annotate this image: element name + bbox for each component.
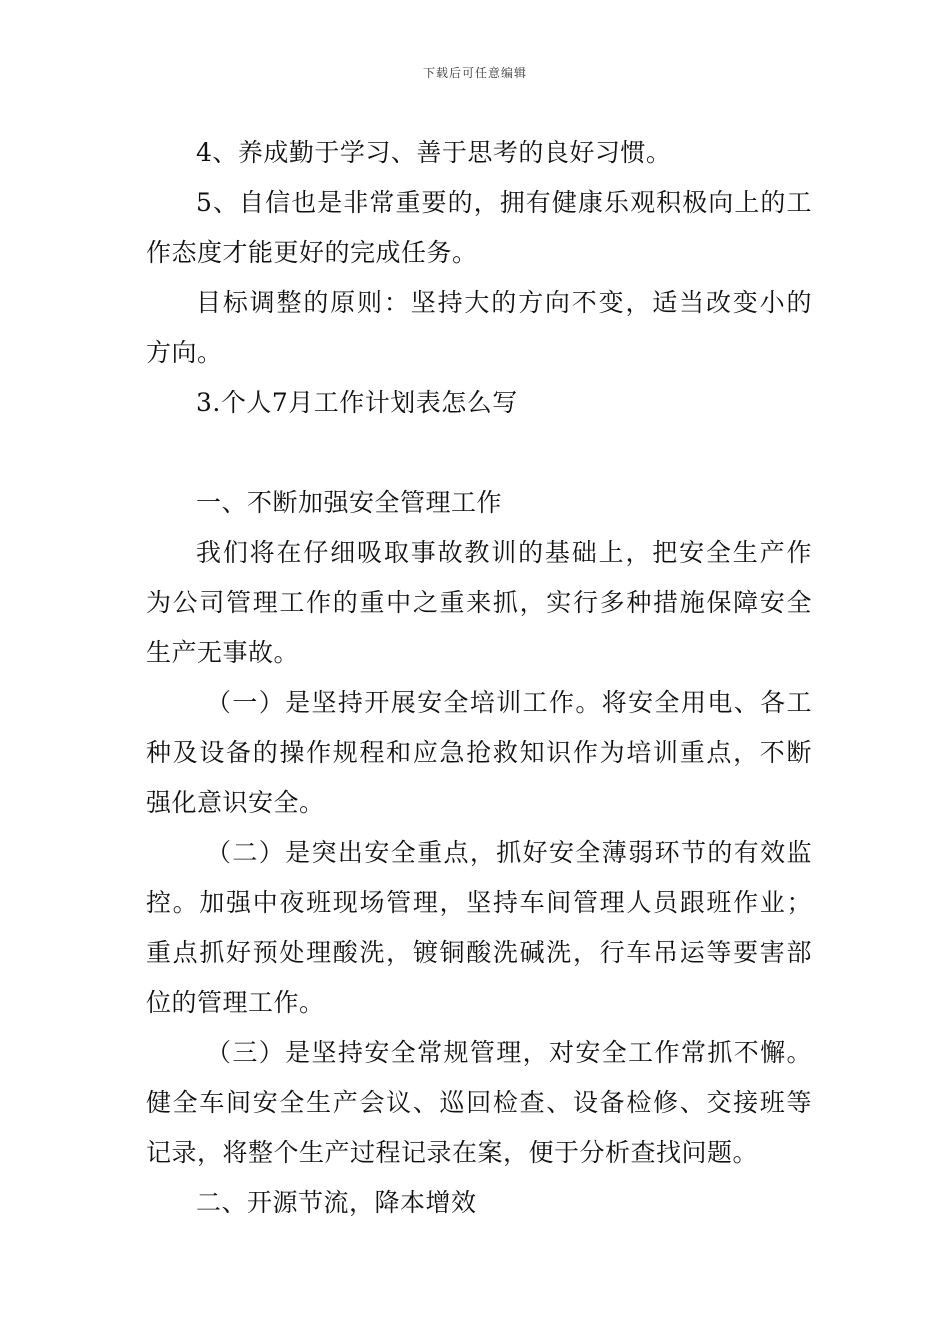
paragraph-line: 4、养成勤于学习、善于思考的良好习惯。 — [196, 138, 672, 167]
paragraph-line: 记录，将整个生产过程记录在案，便于分析查找问题。 — [146, 1138, 759, 1167]
paragraph-line: 强化意识安全。 — [146, 788, 325, 817]
paragraph-line: 5、自信也是非常重要的，拥有健康乐观积极向上的工 — [196, 188, 812, 217]
paragraph-line: （一）是坚持开展安全培训工作。将安全用电、各工 — [206, 688, 812, 717]
paragraph-line: 健全车间安全生产会议、巡回检查、设备检修、交接班等 — [146, 1088, 812, 1117]
paragraph-line: 控。加强中夜班现场管理，坚持车间管理人员跟班作业； — [146, 888, 812, 917]
paragraph-line: 目标调整的原则：坚持大的方向不变，适当改变小的 — [196, 288, 812, 317]
paragraph-line: 重点抓好预处理酸洗，镀铜酸洗碱洗，行车吊运等要害部 — [146, 938, 812, 967]
paragraph-line: 为公司管理工作的重中之重来抓，实行多种措施保障安全 — [146, 588, 812, 617]
document-body — [146, 128, 812, 1228]
paragraph-line: 种及设备的操作规程和应急抢救知识作为培训重点，不断 — [146, 738, 812, 767]
paragraph-line: 作态度才能更好的完成任务。 — [146, 238, 478, 267]
paragraph-line: （三）是坚持安全常规管理，对安全工作常抓不懈。 — [206, 1038, 812, 1067]
paragraph-line: 生产无事故。 — [146, 638, 300, 667]
section-heading: 一、不断加强安全管理工作 — [196, 488, 503, 517]
blank-line — [146, 428, 812, 478]
paragraph-line: 位的管理工作。 — [146, 988, 325, 1017]
section-heading: 3.个人7月工作计划表怎么写 — [196, 388, 518, 417]
paragraph-line: 我们将在仔细吸取事故教训的基础上，把安全生产作 — [196, 538, 812, 567]
paragraph-line: （二）是突出安全重点，抓好安全薄弱环节的有效监 — [206, 838, 812, 867]
page-header: 下载后可任意编辑 — [422, 66, 527, 80]
paragraph-line: 方向。 — [146, 338, 223, 367]
section-heading: 二、开源节流，降本增效 — [196, 1188, 477, 1217]
